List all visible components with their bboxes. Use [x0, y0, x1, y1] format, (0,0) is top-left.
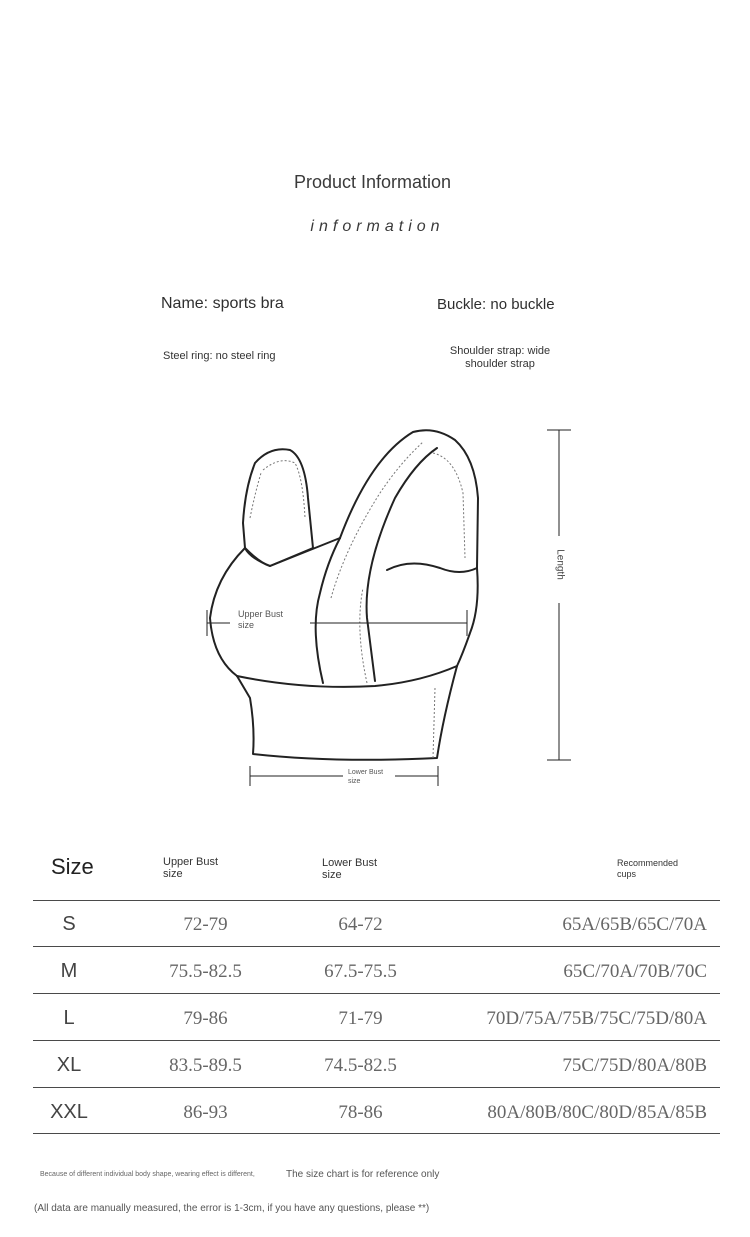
attr-shoulder-strap [430, 345, 570, 371]
lower-bust-cell: 74.5-82.5 [324, 1055, 397, 1076]
upper-bust-label [238, 609, 283, 631]
cups-cell: 65A/65B/65C/70A [562, 914, 707, 935]
cups-cell: 65C/70A/70B/70C [563, 961, 707, 982]
table-row [33, 948, 720, 995]
measurement-footnote: (All data are manually measured, the error is 1-3cm, if you have any questions, please **) [34, 1203, 430, 1214]
cups-header-line2: cups [617, 869, 637, 879]
lower-bust-label [348, 768, 383, 786]
size-cell: S [62, 913, 76, 935]
table-row [33, 995, 720, 1042]
upper-bust-header-line1: Upper Bust [163, 856, 219, 868]
size-column-header: Size [51, 854, 94, 879]
upper-bust-label-line2: size [238, 620, 255, 630]
page-title: Product Information [293, 172, 452, 192]
attr-steel-ring: Steel ring: no steel ring [163, 350, 276, 362]
table-row [33, 1089, 720, 1136]
cups-cell: 70D/75A/75B/75C/75D/80A [486, 1008, 707, 1029]
cups-cell: 80A/80B/80C/80D/85A/85B [487, 1102, 707, 1123]
lower-bust-column-header [322, 857, 377, 881]
size-cell: XXL [50, 1101, 88, 1123]
lower-bust-cell: 67.5-75.5 [324, 961, 397, 982]
attr-shoulder-strap-line1: Shoulder strap: wide [449, 345, 551, 357]
body-shape-note: Because of different individual body shape, wearing effect is different, [40, 1171, 255, 1178]
upper-bust-cell: 83.5-89.5 [169, 1055, 242, 1076]
lower-bust-label-line1: Lower Bust [348, 769, 384, 776]
lower-bust-label-line2: size [348, 778, 361, 785]
bra-stitching [250, 442, 465, 758]
upper-bust-column-header [163, 856, 218, 880]
cups-header-line1: Recommended [617, 858, 679, 868]
cups-cell: 75C/75D/80A/80B [562, 1055, 707, 1076]
table-row [33, 1042, 720, 1089]
length-measure [547, 430, 571, 760]
cups-column-header [617, 858, 678, 880]
page-subtitle: information [310, 218, 445, 235]
lower-bust-measure [250, 766, 438, 786]
attr-name: Name: sports bra [161, 295, 284, 312]
upper-bust-cell: 79-86 [183, 1008, 228, 1029]
lower-bust-header-line2: size [322, 869, 342, 881]
lower-bust-cell: 78-86 [338, 1102, 383, 1123]
upper-bust-cell: 86-93 [183, 1102, 228, 1123]
table-row [33, 901, 720, 948]
upper-bust-label-line1: Upper Bust [238, 609, 284, 619]
size-cell: L [63, 1007, 75, 1029]
bra-outline [210, 430, 478, 760]
length-label: Length [554, 549, 566, 580]
size-cell: M [60, 960, 78, 982]
upper-bust-cell: 72-79 [183, 914, 228, 935]
lower-bust-cell: 64-72 [338, 914, 383, 935]
upper-bust-cell: 75.5-82.5 [169, 961, 242, 982]
attr-buckle: Buckle: no buckle [437, 296, 555, 313]
reference-note: The size chart is for reference only [286, 1169, 440, 1180]
lower-bust-cell: 71-79 [338, 1008, 383, 1029]
upper-bust-header-line2: size [163, 868, 183, 880]
sports-bra-diagram [195, 418, 585, 798]
size-cell: XL [56, 1054, 82, 1076]
attr-shoulder-strap-line2: shoulder strap [465, 358, 535, 370]
lower-bust-header-line1: Lower Bust [322, 857, 378, 869]
